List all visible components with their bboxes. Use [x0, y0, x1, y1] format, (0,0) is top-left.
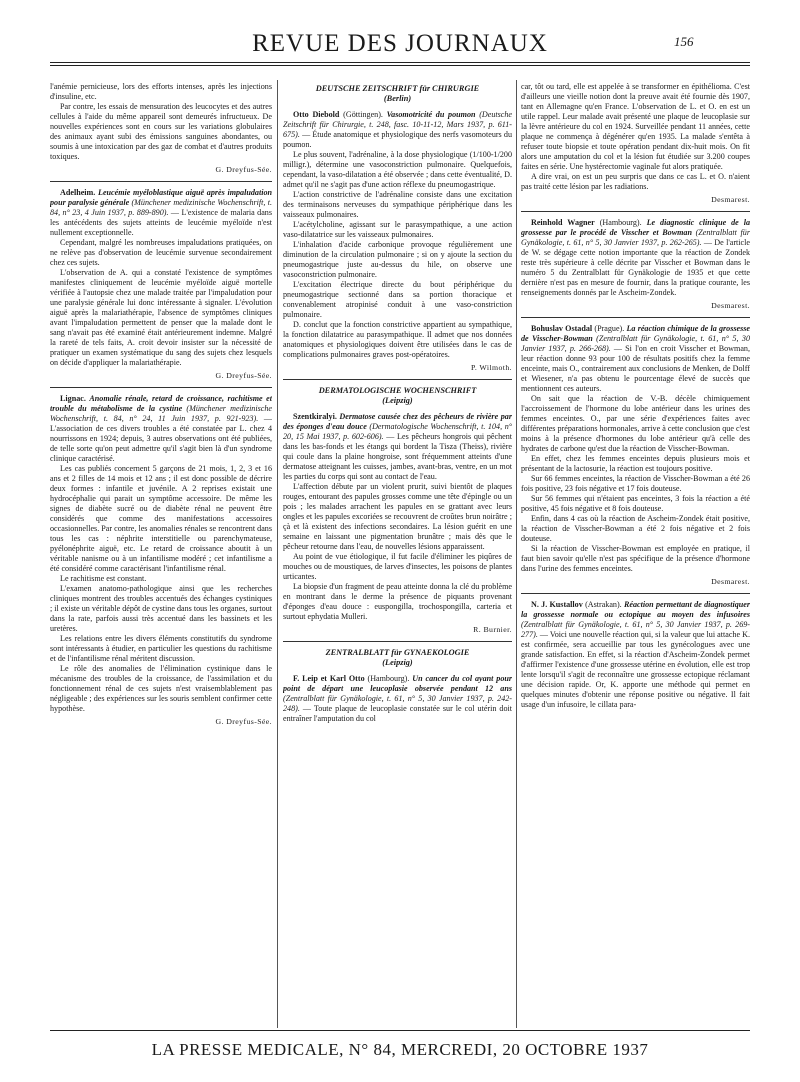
article-author: Bohuslav Ostadal	[531, 324, 593, 333]
footer-rule	[50, 1030, 750, 1031]
article-source: (Zentralblatt für Gynäkologie, t. 61, n° 5, 30 Janvier 1937, p. 266-268).	[521, 334, 750, 353]
paragraph: Cependant, malgré les nombreuses impaludations pratiquées, on ne relève pas d'observation de leucémie survenue secondairement chez ces sujets.	[50, 238, 272, 267]
article-author: N. J. Kustallov	[531, 600, 583, 609]
signature: G. Dreyfus-Sée.	[215, 717, 272, 726]
paragraph: Les relations entre les divers éléments constitutifs du syndrome sont intéressants à étudier, en particulier les questions du rachitisme et de l'infantilisme rénal méritent discussion.	[50, 634, 272, 663]
paragraph: En effet, chez les femmes enceintes depuis plusieurs mois et présentant de la lactosurie, la réaction est toujours positive.	[521, 454, 750, 473]
article-lead	[521, 600, 750, 710]
paragraph: L'action constrictive de l'adrénaline consiste dans une excitation des terminaisons nerveuses du sympathique périphérique dans les vaisseaux pulmonaires.	[283, 190, 512, 219]
article-title: Anomalie rénale, retard de croissance, rachitisme et trouble du métabolisme de la cystine	[50, 394, 272, 413]
paragraph: Au point de vue étiologique, il fut facile d'éliminer les piqûres de mouches ou de moustiques, de larves d'insectes, les poisons de plantes urticantes.	[283, 552, 512, 581]
article-title: Leucémie myéloblastique aiguë après impaludation pour paralysie générale	[50, 188, 272, 207]
separator	[50, 181, 272, 182]
separator	[521, 593, 750, 594]
header-rule	[50, 62, 750, 63]
article-author: F. Leip et Karl Otto	[293, 674, 365, 683]
article-lead	[521, 218, 750, 298]
paragraph: L'examen anatomo-pathologique ainsi que les recherches cliniques montrent des troubles accentués des échanges cystiniques ; il existe un véritable dépôt de cystine dans tous les organes, surtout dans la rate, parfois aussi très accentué dans les bassinets et les uretères.	[50, 584, 272, 633]
paragraph: L'inhalation d'acide carbonique provoque régulièrement une diminution de la circulation pulmonaire ; si on y ajoute la section du pneumogastrique juste au-dessus du hile, on observe une vasoconstriction pulmonaire.	[283, 240, 512, 279]
article-author: Szentkiralyi.	[293, 412, 337, 421]
article-place: (Astrakan).	[585, 600, 622, 609]
article-source: (Zentralblatt für Gynäkologie, t. 61, n° 5, 30 Janvier 1937, p. 269-277).	[521, 620, 750, 639]
paragraph: l'anémie pernicieuse, lors des efforts intenses, après les injections d'insuline, etc.	[50, 82, 272, 101]
separator	[283, 379, 512, 380]
article-title: La réaction chimique de la grossesse de Visscher-Bowman	[521, 324, 750, 343]
article-place: (Hambourg).	[599, 218, 642, 227]
page-number: 156	[674, 34, 694, 49]
article-text: — L'existence de malaria dans les antécédents des sujets atteints de leucémie myéloïde n'est nullement exceptionnelle.	[50, 208, 272, 237]
article-text: — Voici une nouvelle réaction qui, si la valeur que lui attache K. est confirmée, sera accueillie par tous les gynécologues avec une grande satisfaction. En effet, si la réaction d'Ascheim-Zondek permet d'affirmer l'existence d'une grossesse utérine en évolution, elle est trop lente lorsqu'il s'agit de reconnaître une grossesse ectopique réclamant une décision rapide. Or, K. apporte une méthode qui permet en quelques minutes d'obtenir une réponse positive ou négative. Il fait usage d'un infusoire, le cillata para-	[521, 630, 750, 709]
journal-city: (Leipzig)	[382, 658, 413, 667]
paragraph: L'acétylcholine, agissant sur le parasympathique, a une action vaso-dilatatrice sur les vaisseaux pulmonaires.	[283, 220, 512, 239]
column-right	[521, 82, 750, 1022]
paragraph: Par contre, les essais de mensuration des leucocytes et des autres cellules à l'aide du même appareil sont demeurés infructueux. De nouvelles expériences sont en cours sur les variations globulaires des animaux ayant subi des émissions sanguines abondantes, ou soumis à une intoxication par des gaz de combat et d'autres produits toxiques.	[50, 102, 272, 161]
paragraph: D. conclut que la fonction constrictive appartient au sympathique, la fonction dilatatrice au parasympathique. Il admet que nos données anatomiques et physiologiques doivent être utilisées dans le cas de complications pulmonaires graves post-opératoires.	[283, 320, 512, 359]
article-source: (Münchener medizinische Wochenschrift, t. 84, n° 23, 4 Juin 1937, p. 889-890).	[50, 198, 272, 217]
signature: Desmarest.	[711, 195, 750, 204]
column-divider	[516, 80, 517, 1028]
article-author: Otto Diebold	[293, 110, 340, 119]
article-source: (Zentralblatt für Gynäkologie, t. 61, n° 5, 30 Janvier 1937, p. 262-265).	[521, 228, 750, 247]
article-lead	[50, 188, 272, 238]
paragraph: Si la réaction de Visscher-Bowman est employée en pratique, il faut bien savoir qu'elle n'est pas spécifique de la présence d'hormone dans l'urine des femmes enceintes.	[521, 544, 750, 573]
paragraph: Sur 66 femmes enceintes, la réaction de Visscher-Bowman a été 26 fois positive, 23 fois négative et 17 fois douteuse.	[521, 474, 750, 493]
article-title: Dermatose causée chez des pêcheurs de rivière par des éponges d'eau douce	[283, 412, 512, 431]
signature: G. Dreyfus-Sée.	[215, 371, 272, 380]
article-title: Le diagnostic clinique de la grossesse par le procédé de Visscher et Bowman	[521, 218, 750, 237]
paragraph: La biopsie d'un fragment de peau atteinte donna la clé du problème en montrant dans le derme la présence de piquants provenant d'éponges d'eau douce : euspongilla, trochospongilla, carteria et surtout ephydatia Mulleri.	[283, 582, 512, 621]
article-author: Reinhold Wagner	[531, 218, 595, 227]
article-text: — Toute plaque de leucoplasie constatée sur le col utérin doit entraîner l'amputation du col	[283, 704, 512, 723]
journal-name: DERMATOLOGISCHE WOCHENSCHRIFT	[318, 386, 477, 395]
paragraph: A dire vrai, on est un peu surpris que dans ce cas L. et O. n'aient pas traité cette lésion par les radiations.	[521, 172, 750, 191]
article-lead	[521, 324, 750, 394]
signature: Desmarest.	[711, 577, 750, 586]
article-source: (Zentralblatt für Gynäkologie, t. 61, n° 5, 30 Janvier 1937, p. 242-248).	[283, 694, 512, 713]
column-left	[50, 82, 272, 1022]
paragraph: L'excitation électrique directe du bout périphérique du pneumogastrique sectionné dans sa portion thoracique et convenablement atropinisé conduit à une vaso-constriction pulmonaire.	[283, 280, 512, 319]
signature: R. Burnier.	[473, 625, 512, 634]
article-lead	[283, 110, 512, 150]
paragraph: Le rachitisme est constant.	[60, 574, 147, 583]
paragraph: On sait que la réaction de V.-B. décèle chimiquement l'accroissement de l'hormone du lobe antérieur dans les urines des femmes enceintes. O., par une série d'expériences faites avec différentes préparations hormonales, arrive à cette conclusion que c'est moins à la présence d'hormones du lobe antérieur qu'à celle des hydrates de carbone qu'est due la réaction de Visscher-Bowman.	[521, 394, 750, 453]
article-title: Réaction permettant de diagnostiquer la grossesse normale ou ectopique au moyen des infusoires	[521, 600, 750, 619]
paragraph: Le plus souvent, l'adrénaline, à la dose physiologique (1/100-1/200 milligr.), détermine une vasoconstriction pulmonaire. Quelquefois, cependant, la vaso-dilatation a été observée ; dans cette éventualité, D. admet qu'il ne s'agit pas d'une action réflexe du pneumogastrique.	[283, 150, 512, 189]
signature: P. Wilmoth.	[471, 363, 512, 372]
column-divider	[277, 80, 278, 1028]
article-text: — De l'article de W. se dégage cette notion importante que la réaction de Zondek reste très supérieure à celle décrite par Visscher et Bowman dans le numéro 5 du Zentralblatt für Gynäkologie de 1935 et que cette dernière n'est pas en mesure de fournir, dans la pratique courante, les renseignements donnés par le Ascheim-Zondek.	[521, 238, 750, 297]
paragraph: Sur 56 femmes qui n'étaient pas enceintes, 3 fois la réaction a été positive, 45 fois négative et 8 fois douteuse.	[521, 494, 750, 513]
separator	[521, 211, 750, 212]
journal-name: DEUTSCHE ZEITSCHRIFT für CHIRURGIE	[315, 84, 480, 93]
journal-city: (Berlin)	[383, 94, 412, 103]
separator	[50, 387, 272, 388]
article-text: — L'association de ces divers troubles a été constatée par L. chez 4 nourrissons en 1924; depuis, 3 autres observations ont été publiées, de telle sorte qu'on peut admettre qu'il s'agit bien là d'un syndrome clinique caractérisé.	[50, 414, 272, 463]
article-source: (Dermatologische Wochenschrift, t. 104, n° 20, 15 Mai 1937, p. 602-606).	[283, 422, 512, 441]
article-title: Vasomotricité du poumon	[386, 110, 476, 119]
article-text: — Si l'on en croit Visscher et Bowman, leur réaction donne 93 pour 100 de résultats positifs chez la femme enceinte, mais O., contrairement aux conclusions de Menken, de Dolff et Wiesener, n'a pas obtenu le pourcentage élevé de succès que mentionnent ces auteurs.	[521, 344, 750, 393]
article-place: (Hambourg).	[367, 674, 410, 683]
separator	[521, 317, 750, 318]
article-source: (Münchener medizinische Wochenschrift, t. 84, n° 24, 11 Juin 1937, p. 921-923).	[50, 404, 272, 423]
paragraph: Le rôle des anomalies de l'élimination cystinique dans le mécanisme des troubles de la croissance, de l'assimilation et du fonctionnement rénal de ces sujets n'est vraisemblablement pas négligeable ; des expériences sur les souris semblent confirmer cette hypothèse.	[50, 664, 272, 713]
article-lead	[283, 674, 512, 724]
signature: G. Dreyfus-Sée.	[215, 165, 272, 174]
article-lead	[50, 394, 272, 464]
signature: Desmarest.	[711, 301, 750, 310]
page-footer: LA PRESSE MEDICALE, N° 84, MERCREDI, 20 OCTOBRE 1937	[151, 1040, 649, 1059]
article-title: Un cancer du col ayant pour point de départ une leucoplasie observée pendant 12 ans	[283, 674, 512, 693]
paragraph: L'affection débute par un violent prurit, suivi bientôt de plaques rouges, entourant des papules grosses comme une tête d'épingle ou un pois ; les malades arrachent les papules en se grattant avec leurs ongles et les papules excoriées se recouvrent de croûtes brun noirâtre ; çà et là existent des infections secondaires. La lésion guérit en une semaine en laissant une pigmentation brunâtre ; mais dès que le pêcheur retourne dans l'eau, de nouvelles lésions apparaissent.	[283, 482, 512, 551]
page-header-title: REVUE DES JOURNAUX	[252, 30, 548, 57]
paragraph: car, tôt ou tard, elle est appelée à se transformer en épithélioma. C'est d'ailleurs une vieille notion dont la preuve avait été fournie dès 1907, tant en Allemagne qu'en France. L'observation de L. et O. en est un utile rappel. Leur malade avait présenté une plaque de leucoplasie sur la lèvre antérieure du col en 1924. Surveillée pendant 11 années, cette plaque ne commença à dégénérer qu'en 1935. La malade s'entêta à refuser toute biopsie et toute opération pendant dix-huit mois. On fit alors une amputation du col et la lésion fut étudiée sur 3.200 coupes faites en série. Une hystérectomie vaginale fut alors pratiquée.	[521, 82, 750, 171]
journal-city: (Leipzig)	[382, 396, 413, 405]
separator	[283, 641, 512, 642]
article-source: (Deutsche Zeitschrift für Chirurgie, t. 248, fasc. 10-11-12, Mars 1937, p. 611-675).	[283, 110, 512, 139]
article-place: (Göttingen).	[343, 110, 383, 119]
header-rule-thin	[50, 65, 750, 66]
article-text: — Étude anatomique et physiologique des nerfs vasomoteurs du poumon.	[283, 130, 512, 149]
article-text: — Les pêcheurs hongrois qui pêchent dans les bas-fonds et les étangs qui bordent la Tisza (Theiss), rivière qui coule dans la plaine hongroise, sont fréquemment atteints d'une dermatose atteignant les cuisses, jambes, avant-bras, ventre, en un mot les parties du corps qui sont au contact de l'eau.	[283, 432, 512, 481]
paragraph: Enfin, dans 4 cas où la réaction de Ascheim-Zondek était positive, la réaction de Visscher-Bowman a été 2 fois négative et 2 fois douteuse.	[521, 514, 750, 543]
article-lead	[283, 412, 512, 482]
paragraph: L'observation de A. qui a constaté l'existence de symptômes manifestes cliniquement de leucémie myéloïde aiguë mortelle vérifiée à l'autopsie chez une malade traitée par l'impaludation pour une paralysie générale lui donc intéressante à signaler. L'évolution aiguë après la malariathérapie, l'absence de symptômes cliniques avant l'impaludation permettent de penser que la malade dont le sang n'avait pas été examiné était antérieurement indemne. Malgré la rareté de tels faits, A. croit devoir insister sur la nécessité de pratiquer un examen systématique du sang des sujets chez lesquels on décide d'appliquer la malariathérapie.	[50, 268, 272, 367]
journal-name: ZENTRALBLATT für GYNAEKOLOGIE	[325, 648, 470, 657]
article-place: (Prague).	[594, 324, 625, 333]
article-author: Lignac.	[60, 394, 86, 403]
column-middle	[283, 82, 512, 1022]
paragraph: Les cas publiés concernent 5 garçons de 21 mois, 1, 2, 3 et 16 ans et 2 filles de 14 mois et 12 ans ; il est donc possible de décrire deux formes : infantile et juvénile. A 2 reprises existait une hydrocéphalie qui parait un symptôme accessoire. De même les signes de diabète sucré ou de diabète rénal ne peuvent être considérés que comme des manifestations accessoires occasionnelles. Par contre, les anomalies rénales se rencontrent dans tous les cas : néphrite interstitielle ou parenchymateuse, pyélonéphrite aiguë, etc. Le retard de croissance aboutit à un véritable nanisme ou à un infantilisme modéré ; cet infantilisme a été considéré comme caractérisant l'infantilisme rénal.	[50, 464, 272, 573]
article-author: Adelheim.	[60, 188, 96, 197]
